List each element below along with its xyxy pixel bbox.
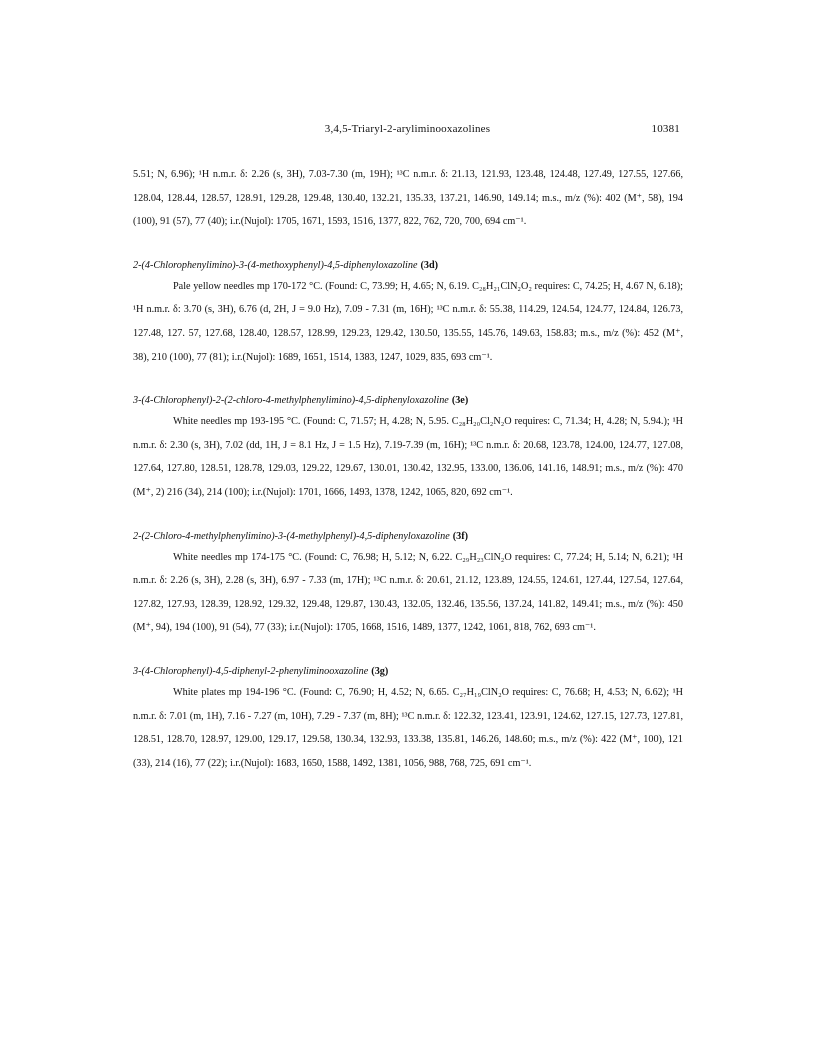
- compound-name: 3-(4-Chlorophenyl)-2-(2-chloro-4-methylphenylimino)-4,5-diphenyloxazoline: [133, 395, 449, 407]
- page-number: 10381: [651, 123, 680, 135]
- compound-description-3e: White needles mp 193-195 °C. (Found: C, 71.57; H, 4.28; N, 5.95. C₂₈H₂₀Cl₂N₂O requires: C, 71.34; H, 4.28; N, 5.94.); ¹H n.m.r. δ: 2.30 (s, 3H), 7.02 (dd, 1H, J = 8.1 Hz, J = 1.5 Hz), 7.19-7.39 (m, 16H); ¹³C n.m.r. δ: 20.68, 123.78, 124.00, 124.77, 127.08, 127.64, 127.80, 128.51, 128.78, 129.03, 129.22, 129.67, 130.01, 130.42, 132.95, 133.00, 136.06, 141.16, 148.91; m.s., m/z (%): 470 (M⁺, 2) 216 (34), 214 (100); i.r.(Nujol): 1701, 1666, 1493, 1378, 1242, 1065, 820, 692 cm⁻¹.: [133, 416, 683, 498]
- compound-heading-3d: [133, 257, 683, 275]
- compound-label: (3g): [371, 665, 389, 677]
- compound-name: 2-(4-Chlorophenylimino)-3-(4-methoxyphenyl)-4,5-diphenyloxazoline: [133, 259, 418, 271]
- compound-description-3d: Pale yellow needles mp 170-172 °C. (Found: C, 73.99; H, 4.65; N, 6.19. C₂₈H₂₁ClN₂O₂ requires: C, 74.25; H, 4.67 N, 6.18); ¹H n.m.r. δ: 3.70 (s, 3H), 6.76 (d, 2H, J = 9.0 Hz), 7.09 - 7.31 (m, 16H); ¹³C n.m.r. δ: 55.38, 114.29, 124.54, 124.77, 124.84, 126.73, 127.48, 127. 57, 127.68, 128.40, 128.57, 128.99, 129.23, 129.42, 130.50, 135.55, 145.76, 149.63, 158.83; m.s., m/z (%): 452 (M⁺, 38), 210 (100), 77 (81); i.r.(Nujol): 1689, 1651, 1514, 1383, 1247, 1029, 835, 693 cm⁻¹.: [133, 280, 683, 363]
- running-title: 3,4,5-Triaryl-2-aryliminooxazolines: [324, 123, 491, 135]
- continued-paragraph: 5.51; N, 6.96); ¹H n.m.r. δ: 2.26 (s, 3H), 7.03-7.30 (m, 19H); ¹³C n.m.r. δ: 21.13, 121.93, 123.48, 124.48, 127.49, 127.55, 127.66, 128.04, 128.44, 128.57, 128.91, 129.28, 129.48, 130.40, 132.21, 135.33, 137.21, 146.90, 149.14; m.s., m/z (%): 402 (M⁺, 58), 194 (100), 91 (57), 77 (40); i.r.(Nujol): 1705, 1671, 1593, 1516, 1377, 822, 762, 720, 700, 694 cm⁻¹.: [133, 169, 683, 228]
- compound-heading-3g: [133, 663, 683, 681]
- compound-description-3g: White plates mp 194-196 °C. (Found: C, 76.90; H, 4.52; N, 6.65. C₂₇H₁₉ClN₂O requires: C, 76.68; H, 4.53; N, 6.62); ¹H n.m.r. δ: 7.01 (m, 1H), 7.16 - 7.27 (m, 10H), 7.29 - 7.37 (m, 8H); ¹³C n.m.r. δ: 122.32, 123.41, 123.91, 124.62, 127.15, 127.73, 127.81, 128.51, 128.70, 128.97, 129.00, 129.17, 129.58, 130.34, 132.93, 133.38, 135.81, 146.26, 148.60; m.s., m/z (%): 422 (M⁺, 100), 121 (33), 214 (16), 77 (22); i.r.(Nujol): 1683, 1650, 1588, 1492, 1381, 1056, 988, 768, 725, 691 cm⁻¹.: [133, 686, 683, 769]
- compound-name: 2-(2-Chloro-4-methylphenylimino)-3-(4-methylphenyl)-4,5-diphenyloxazoline: [133, 530, 450, 542]
- compound-label: (3f): [452, 530, 469, 542]
- compound-description-3f: White needles mp 174-175 °C. (Found: C, 76.98; H, 5.12; N, 6.22. C₂₉H₂₃ClN₂O requires: C, 77.24; H, 5.14; N, 6.21); ¹H n.m.r. δ: 2.26 (s, 3H), 2.28 (s, 3H), 6.97 - 7.33 (m, 17H); ¹³C n.m.r. δ: 20.61, 21.12, 123.89, 124.55, 124.61, 127.44, 127.54, 127.64, 127.82, 127.93, 128.39, 128.92, 129.32, 129.48, 129.87, 130.43, 132.05, 132.46, 135.56, 137.24, 141.82, 149.41; m.s., m/z (%): 450 (M⁺, 94), 194 (100), 91 (54), 77 (33); i.r.(Nujol): 1705, 1668, 1516, 1489, 1377, 1242, 1061, 818, 762, 693 cm⁻¹.: [133, 551, 683, 634]
- compound-heading-3e: [133, 392, 683, 410]
- article-body: [133, 163, 683, 775]
- compound-heading-3f: [133, 528, 683, 546]
- compound-name: 3-(4-Chlorophenyl)-4,5-diphenyl-2-phenyliminooxazoline: [133, 665, 369, 677]
- compound-label: (3d): [420, 259, 439, 271]
- compound-label: (3e): [451, 395, 469, 407]
- running-header: [135, 123, 680, 141]
